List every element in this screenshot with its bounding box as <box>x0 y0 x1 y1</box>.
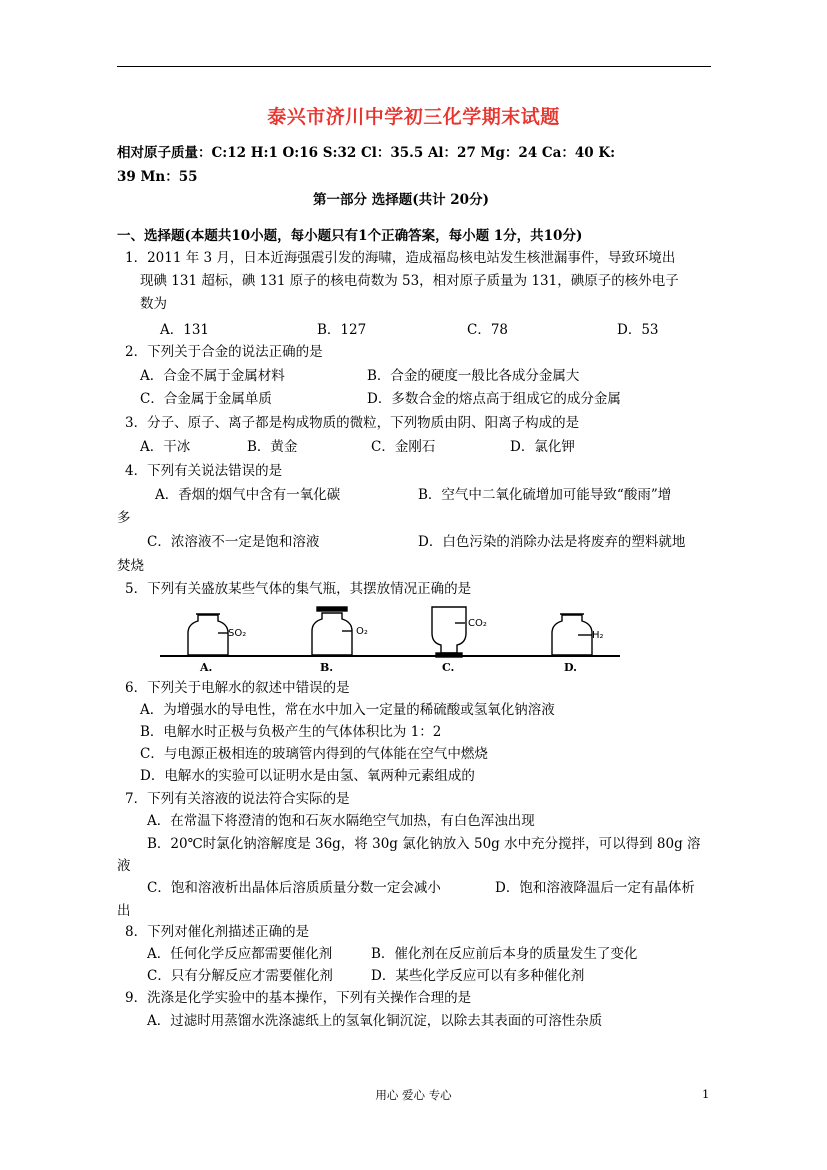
option-label-a: A. <box>200 661 213 674</box>
q7-stem: 7．下列有关溶液的说法符合实际的是 <box>125 791 350 807</box>
q2-option-d: D．多数合金的熔点高于组成它的成分金属 <box>367 391 621 407</box>
q5-stem: 5．下列有关盛放某些气体的集气瓶，其摆放情况正确的是 <box>125 581 472 597</box>
q3-option-b: B．黄金 <box>247 439 298 455</box>
q4-option-a: A．香烟的烟气中含有一氧化碳 <box>155 487 341 503</box>
q9-option-a: A．过滤时用蒸馏水洗涤滤纸上的氢氧化铜沉淀，以除去其表面的可溶性杂质 <box>147 1013 603 1029</box>
gas-bottle-figure <box>160 603 620 675</box>
q8-option-c: C．只有分解反应才需要催化剂 <box>147 968 333 984</box>
q7-option-b-cont: 液 <box>117 858 131 874</box>
q3-option-c: C．金刚石 <box>371 439 436 455</box>
q1-option-d: D．53 <box>617 322 659 338</box>
q9-stem: 9．洗涤是化学实验中的基本操作，下列有关操作合理的是 <box>125 990 472 1006</box>
q3-stem: 3．分子、原子、离子都是构成物质的微粒，下列物质由阴、阳离子构成的是 <box>125 415 580 431</box>
option-label-c: C. <box>442 661 455 674</box>
q8-stem: 8．下列对催化剂描述正确的是 <box>125 924 310 940</box>
q6-option-c: C．与电源正极相连的玻璃管内得到的气体能在空气中燃烧 <box>140 746 488 762</box>
gas-label-d: H₂ <box>592 630 604 641</box>
q1-stem-line-2: 现碘 131 超标，碘 131 原子的核电荷数为 53，相对原子质量为 131，碘原子的核外电子 <box>140 273 679 289</box>
q8-option-d: D．某些化学反应可以有多种催化剂 <box>371 968 585 984</box>
q6-option-b: B．电解水时正极与负极产生的气体体积比为 1：2 <box>140 724 442 740</box>
q1-option-c: C．78 <box>467 322 509 338</box>
q6-stem: 6．下列关于电解水的叙述中错误的是 <box>125 680 350 696</box>
option-label-d: D. <box>564 661 577 674</box>
gas-label-a: SO₂ <box>228 628 247 639</box>
q7-option-c: C．饱和溶液析出晶体后溶质质量分数一定会减小 <box>147 880 441 896</box>
atomic-masses-line-2: 39 Mn：55 <box>117 169 198 185</box>
q4-option-c: C．浓溶液不一定是饱和溶液 <box>147 534 320 550</box>
q4-option-b-cont: 多 <box>117 510 131 526</box>
q7-option-d: D．饱和溶液降温后一定有晶体析 <box>495 880 695 896</box>
gas-label-c: CO₂ <box>468 618 487 629</box>
gas-label-b: O₂ <box>356 626 368 637</box>
q4-option-d: D．白色污染的消除办法是将废弃的塑料就地 <box>418 534 686 550</box>
q1-option-a: A．131 <box>160 322 210 338</box>
bottle-d <box>552 614 592 655</box>
q1-stem-line-1: 1．2011 年 3 月，日本近海强震引发的海啸，造成福岛核电站发生核泄漏事件，导致环境出 <box>125 250 676 266</box>
part-heading: 第一部分 选择题(共计 20分) <box>313 192 489 208</box>
q2-option-a: A．合金不属于金属材料 <box>140 368 285 384</box>
page-footer: 用心 爱心 专心 <box>375 1088 452 1102</box>
q8-option-a: A．任何化学反应都需要催化剂 <box>147 946 333 962</box>
q1-option-b: B．127 <box>317 322 367 338</box>
option-label-b: B. <box>320 661 334 674</box>
q6-option-d: D．电解水的实验可以证明水是由氢、氧两种元素组成的 <box>140 768 475 784</box>
exam-title: 泰兴市济川中学初三化学期末试题 <box>267 106 560 128</box>
q3-option-d: D．氯化钾 <box>510 439 575 455</box>
header-rule <box>117 66 711 67</box>
q2-option-c: C．合金属于金属单质 <box>140 391 272 407</box>
q1-stem-line-3: 数为 <box>140 296 167 312</box>
atomic-masses-line-1: 相对原子质量：C:12 H:1 O:16 S:32 Cl：35.5 Al：27 Mg：24 Ca：40 K: <box>117 145 616 161</box>
q7-option-b: B．20℃时氯化钠溶解度是 36g，将 30g 氯化钠放入 50g 水中充分搅拌，可以得到 80g 溶 <box>147 836 701 852</box>
q4-option-d-cont: 焚烧 <box>117 558 144 574</box>
q8-option-b: B．催化剂在反应前后本身的质量发生了变化 <box>371 946 638 962</box>
q4-option-b: B．空气中二氧化硫增加可能导致“酸雨”增 <box>418 487 672 503</box>
q6-option-a: A．为增强水的导电性，常在水中加入一定量的稀硫酸或氢氧化钠溶液 <box>140 702 555 718</box>
q2-stem: 2．下列关于合金的说法正确的是 <box>125 344 323 360</box>
section-heading: 一、选择题(本题共10小题，每小题只有1个正确答案，每小题 1分，共10分) <box>117 228 583 244</box>
q7-option-d-cont: 出 <box>117 903 131 919</box>
q3-option-a: A．干冰 <box>140 439 191 455</box>
page-number: 1 <box>702 1087 710 1101</box>
bottle-a <box>188 614 228 655</box>
q2-option-b: B．合金的硬度一般比各成分金属大 <box>367 368 580 384</box>
q7-option-a: A．在常温下将澄清的饱和石灰水隔绝空气加热，有白色浑浊出现 <box>147 813 535 829</box>
bottle-c <box>432 607 466 657</box>
q4-stem: 4．下列有关说法错误的是 <box>125 463 283 479</box>
bottle-b <box>312 607 352 655</box>
